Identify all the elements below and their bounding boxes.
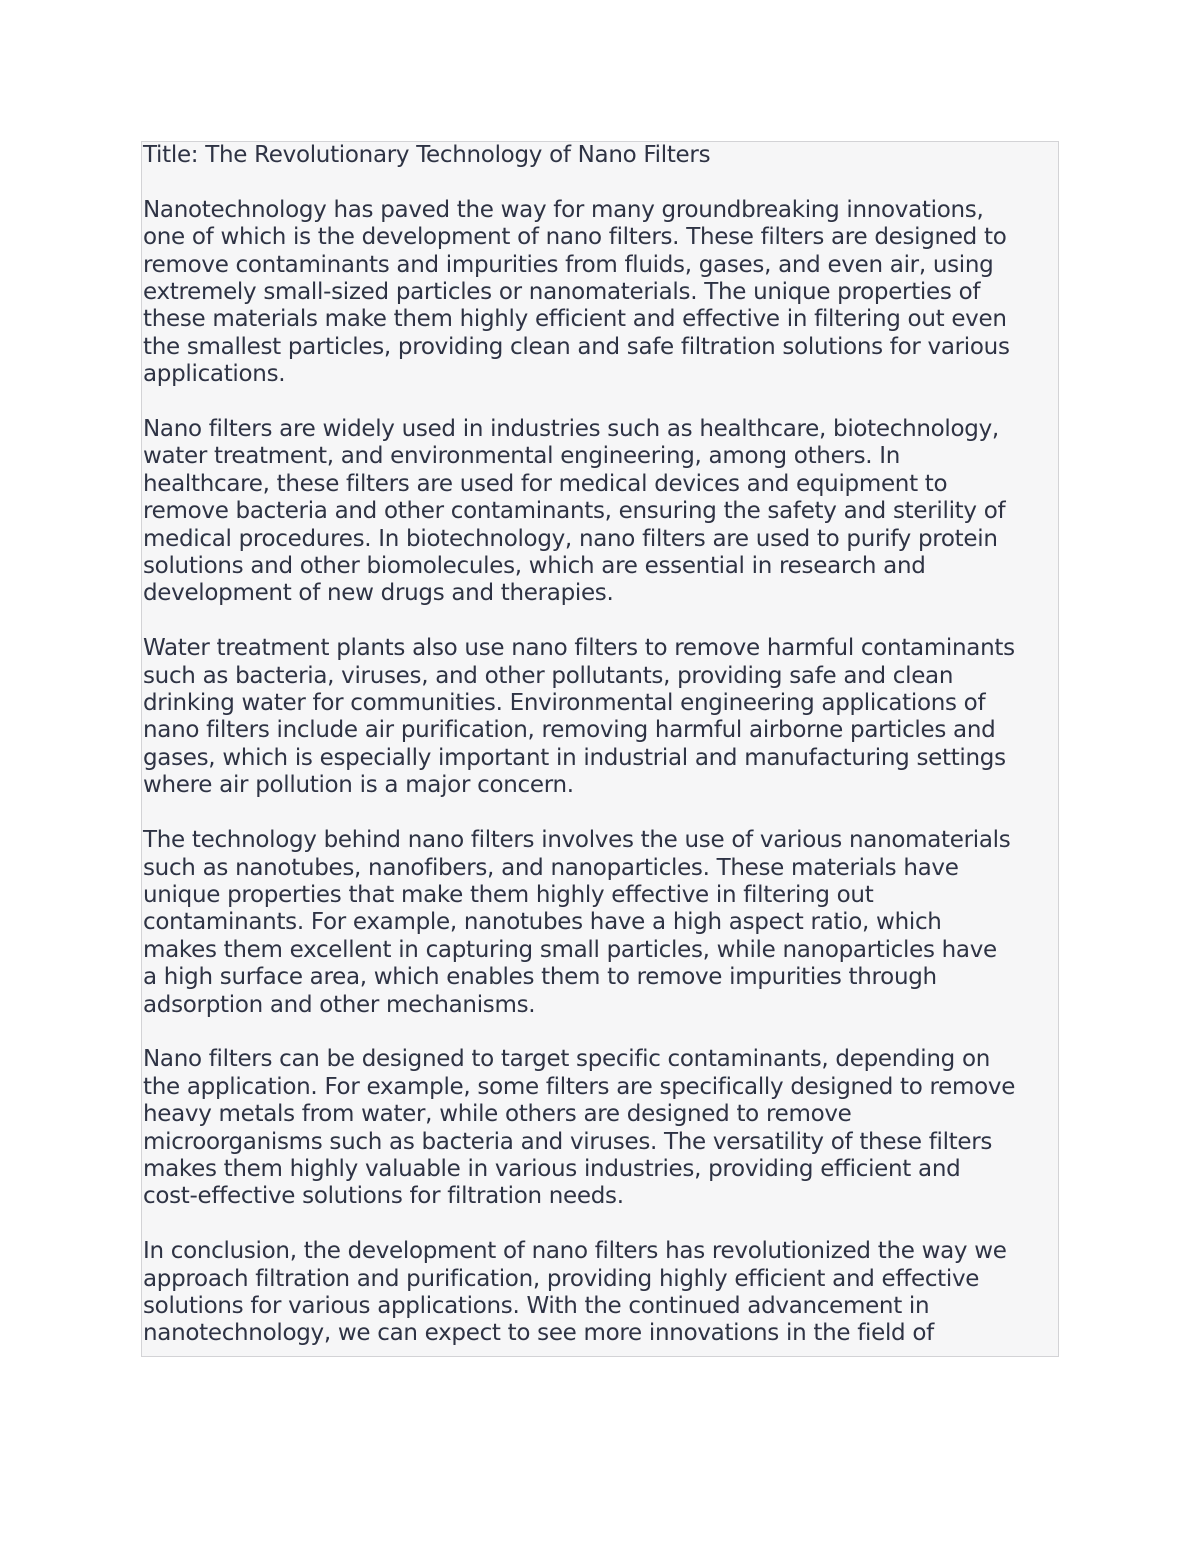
blank-line [143, 169, 1058, 196]
paragraph-4-line-7: adsorption and other mechanisms. [143, 991, 536, 1018]
paragraph-1-line-6: the smallest particles, providing clean and safe filtration solutions for various [143, 333, 1010, 360]
paragraph-6-line-1: In conclusion, the development of nano filters has revolutionized the way we [143, 1238, 1007, 1265]
paragraph-1-line-1: Nanotechnology has paved the way for many groundbreaking innovations, [143, 196, 984, 223]
paragraph-1-line-2: one of which is the development of nano filters. These filters are designed to [143, 224, 1007, 251]
paragraph-4-line-1: The technology behind nano filters involves the use of various nanomaterials [143, 827, 1011, 854]
paragraph-2-line-4: remove bacteria and other contaminants, ensuring the safety and sterility of [143, 498, 1006, 525]
paragraph-5-line-6: cost-effective solutions for filtration needs. [143, 1183, 624, 1210]
paragraph-1-line-7: applications. [143, 361, 286, 388]
paragraph-3-line-4: nano filters include air purification, removing harmful airborne particles and [143, 717, 996, 744]
blank-line [143, 1019, 1058, 1046]
paragraph-4-line-6: a high surface area, which enables them to remove impurities through [143, 964, 937, 991]
paragraph-1-line-4: extremely small-sized particles or nanomaterials. The unique properties of [143, 279, 981, 306]
paragraph-2-line-6: solutions and other biomolecules, which are essential in research and [143, 553, 926, 580]
paragraph-5-line-1: Nano filters can be designed to target specific contaminants, depending on [143, 1046, 991, 1073]
document-text-box [141, 141, 1059, 1357]
document-title-line: Title: The Revolutionary Technology of Nano Filters [143, 142, 711, 168]
blank-line [143, 389, 1058, 416]
paragraph-5-line-4: microorganisms such as bacteria and viruses. The versatility of these filters [143, 1128, 993, 1155]
blank-line [143, 608, 1058, 635]
paragraph-1-line-3: remove contaminants and impurities from fluids, gases, and even air, using [143, 251, 994, 278]
paragraph-3-line-6: where air pollution is a major concern. [143, 772, 574, 799]
paragraph-3-line-3: drinking water for communities. Environmental engineering applications of [143, 690, 986, 717]
paragraph-4-line-3: unique properties that make them highly effective in filtering out [143, 881, 874, 908]
paragraph-1-line-5: these materials make them highly efficient and effective in filtering out even [143, 306, 1007, 333]
paragraph-6-line-4: nanotechnology, we can expect to see more innovations in the field of [143, 1320, 934, 1347]
paragraph-3-line-1: Water treatment plants also use nano filters to remove harmful contaminants [143, 635, 1015, 662]
paragraph-2-line-2: water treatment, and environmental engineering, among others. In [143, 443, 901, 470]
paragraph-6-line-2: approach filtration and purification, providing highly efficient and effective [143, 1265, 980, 1292]
paragraph-2-line-7: development of new drugs and therapies. [143, 580, 614, 607]
paragraph-2-line-5: medical procedures. In biotechnology, nano filters are used to purify protein [143, 525, 998, 552]
paragraph-5-line-5: makes them highly valuable in various industries, providing efficient and [143, 1155, 961, 1182]
paragraph-2-line-1: Nano filters are widely used in industries such as healthcare, biotechnology, [143, 416, 999, 443]
paragraph-4-line-2: such as nanotubes, nanofibers, and nanoparticles. These materials have [143, 854, 959, 881]
paragraph-4-line-5: makes them excellent in capturing small particles, while nanoparticles have [143, 936, 997, 963]
paragraph-2-line-3: healthcare, these filters are used for medical devices and equipment to [143, 470, 948, 497]
blank-line [143, 1211, 1058, 1238]
paragraph-3-line-5: gases, which is especially important in industrial and manufacturing settings [143, 744, 1006, 771]
blank-line [143, 800, 1058, 827]
paragraph-6-line-3: solutions for various applications. With the continued advancement in [143, 1292, 930, 1319]
paragraph-5-line-3: heavy metals from water, while others are designed to remove [143, 1101, 852, 1128]
paragraph-4-line-4: contaminants. For example, nanotubes have a high aspect ratio, which [143, 909, 942, 936]
paragraph-3-line-2: such as bacteria, viruses, and other pollutants, providing safe and clean [143, 662, 954, 689]
paragraph-5-line-2: the application. For example, some filters are specifically designed to remove [143, 1073, 1016, 1100]
